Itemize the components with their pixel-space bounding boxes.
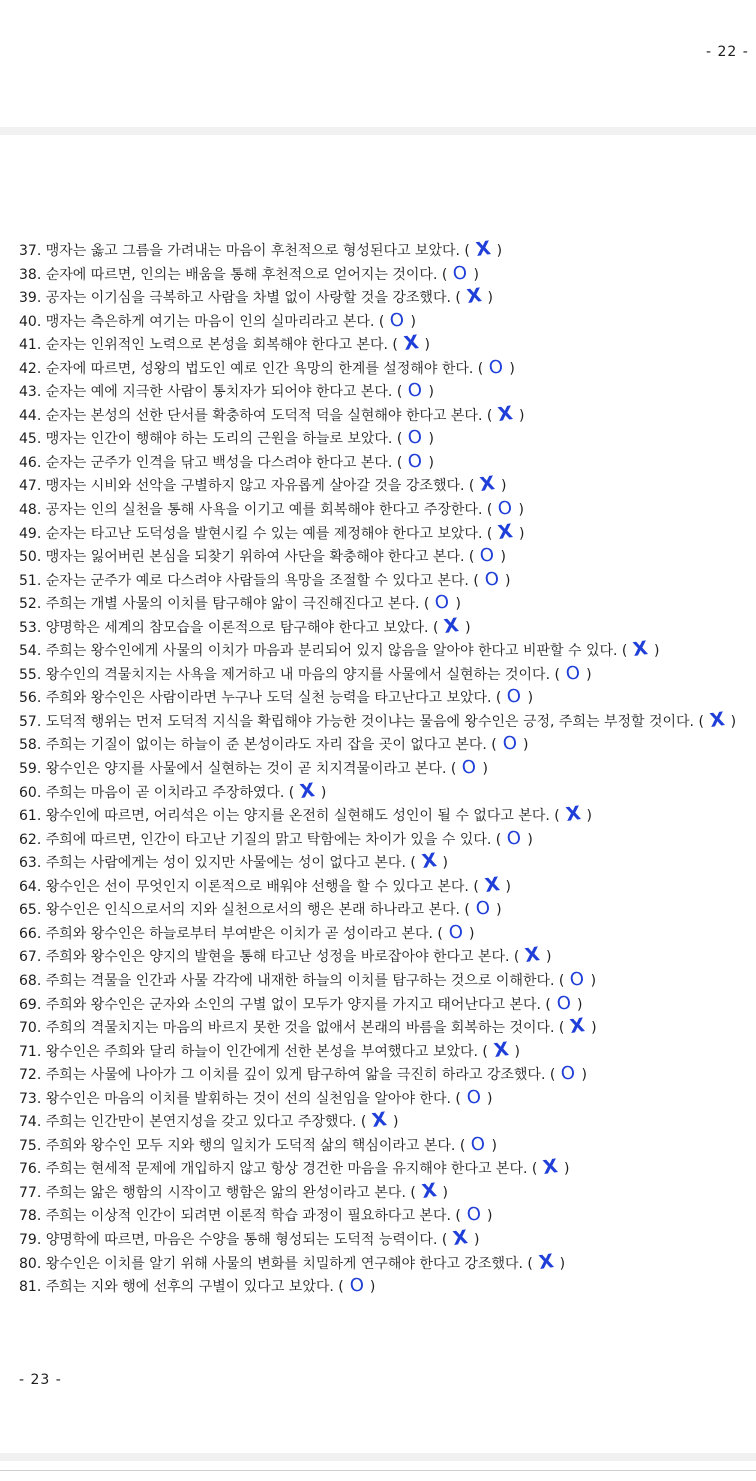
closing-paren: ) — [518, 502, 524, 519]
question-text: 51. 순자는 군주가 예로 다스려야 사람들의 욕망을 조절할 수 있다고 본다. ( — [19, 572, 479, 589]
question-item — [19, 734, 756, 758]
question-item — [19, 826, 756, 853]
question-text: 40. 맹자는 측은하게 여기는 마음이 인의 실마리라고 본다. ( — [19, 313, 385, 330]
question-text: 67. 주희와 왕수인은 양지의 발현을 통해 타고난 성정을 바로잡아야 한다고 본다. ( — [19, 949, 520, 966]
handwritten-o-mark: O — [406, 450, 424, 473]
question-text: 46. 순자는 군주가 인격을 닦고 백성을 다스려야 한다고 본다. ( — [19, 454, 403, 471]
handwritten-x-mark: X — [478, 472, 497, 497]
question-text: 50. 맹자는 잃어버린 본심을 되찾기 위하여 사단을 확충해야 한다고 본다. ( — [19, 549, 475, 566]
question-item — [19, 472, 756, 499]
handwritten-o-mark: O — [348, 1274, 366, 1297]
closing-paren: ) — [586, 666, 592, 683]
handwritten-o-mark: O — [451, 261, 469, 285]
handwritten-x-mark: X — [483, 872, 501, 897]
question-item — [19, 499, 756, 523]
closing-paren: ) — [410, 313, 416, 330]
question-text: 57. 도덕적 행위는 먼저 도덕적 지식을 확립해야 가능한 것이냐는 물음에 왕수인은 긍정, 주희는 부정할 것이다. ( — [19, 713, 704, 730]
closing-paren: ) — [491, 1137, 497, 1154]
question-text: 78. 주희는 이상적 인간이 되려면 이론적 학습 과정이 필요하다고 본다. ( — [19, 1208, 461, 1225]
question-item — [19, 661, 756, 688]
question-item — [19, 778, 756, 806]
handwritten-o-mark: O — [564, 661, 582, 685]
question-text: 74. 주희는 인간만이 본연지성을 갖고 있다고 주장했다. ( — [19, 1114, 367, 1131]
question-text: 70. 주희의 격물치지는 마음의 바르지 못한 것을 없애서 본래의 바름을 회복하는 것이다. ( — [19, 1020, 565, 1037]
handwritten-x-mark: X — [420, 849, 438, 874]
handwritten-x-mark: X — [370, 1108, 389, 1133]
question-text: 53. 양명학은 세계의 참모습을 이론적으로 탐구해야 한다고 보았다. ( — [19, 619, 439, 636]
closing-paren: ) — [320, 784, 327, 801]
question-text: 43. 순자는 예에 지극한 사람이 통치자가 되어야 한다고 본다. ( — [19, 384, 403, 401]
handwritten-o-mark: O — [487, 355, 505, 379]
question-item — [19, 519, 756, 547]
handwritten-o-mark: O — [568, 968, 586, 991]
handwritten-o-mark: O — [388, 308, 406, 332]
handwritten-x-mark: X — [465, 284, 483, 309]
closing-paren: ) — [473, 1231, 480, 1248]
closing-paren: ) — [527, 831, 533, 848]
closing-paren: ) — [501, 478, 507, 495]
handwritten-o-mark: O — [406, 379, 424, 403]
handwritten-x-mark: X — [568, 1014, 587, 1038]
handwritten-x-mark: X — [442, 613, 461, 638]
handwritten-o-mark: O — [465, 1085, 483, 1109]
question-text: 47. 맹자는 시비와 선악을 구별하지 않고 자유롭게 살아갈 것을 강조했다. ( — [19, 478, 475, 495]
question-item — [19, 1085, 756, 1112]
closing-paren: ) — [586, 808, 592, 825]
closing-paren: ) — [500, 549, 506, 566]
question-item — [19, 1108, 756, 1135]
closing-paren: ) — [559, 1255, 566, 1272]
question-text: 39. 공자는 이기심을 극복하고 사람을 차별 없이 사랑할 것을 강조했다. ( — [19, 290, 461, 307]
closing-paren: ) — [455, 596, 461, 613]
question-text: 54. 주희는 왕수인에게 사물의 이치가 마음과 분리되어 있지 않음을 알아야 한다고 비판할 수 있다. ( — [19, 643, 628, 660]
handwritten-x-mark: X — [496, 519, 515, 544]
question-text: 71. 왕수인은 주희와 달리 하늘이 인간에게 선한 본성을 부여했다고 보았다. ( — [19, 1043, 488, 1060]
question-text: 48. 공자는 인의 실천을 통해 사욕을 이기고 예를 회복해야 한다고 주장한다. ( — [19, 502, 493, 519]
question-item — [19, 308, 756, 335]
question-text: 72. 주희는 사물에 나아가 그 이치를 깊이 있게 탐구하여 앎을 극진히 하라고 강조했다. ( — [19, 1067, 556, 1084]
question-text: 38. 순자에 따르면, 인의는 배움을 통해 후천적으로 얻어지는 것이다. ( — [19, 266, 448, 283]
closing-paren: ) — [393, 1114, 399, 1131]
handwritten-o-mark: O — [406, 426, 424, 450]
question-item — [19, 943, 756, 970]
handwritten-x-mark: X — [541, 1155, 560, 1180]
question-text: 52. 주희는 개별 사물의 이치를 탐구해야 앎이 극진해진다고 본다. ( — [19, 596, 430, 613]
closing-paren: ) — [577, 996, 583, 1013]
question-text: 60. 주희는 마음이 곧 이치라고 주장하였다. ( — [19, 784, 295, 801]
question-text: 58. 주희는 기질이 없이는 하늘이 준 본성이라도 자리 잡을 곳이 없다고 본다. ( — [19, 737, 497, 754]
closing-paren: ) — [546, 949, 552, 966]
closing-paren: ) — [496, 902, 502, 919]
question-item — [19, 637, 756, 664]
closing-paren: ) — [487, 290, 493, 307]
handwritten-o-mark: O — [465, 1203, 483, 1227]
page-number-top: - 22 - — [706, 44, 749, 60]
closing-paren: ) — [442, 855, 448, 872]
question-item — [19, 1249, 756, 1277]
closing-paren: ) — [428, 431, 434, 448]
handwritten-o-mark: O — [501, 732, 519, 756]
question-text: 37. 맹자는 옳고 그름을 가려내는 마음이 후천적으로 형성된다고 보았다. ( — [19, 243, 470, 259]
page-edge-line — [0, 1470, 756, 1471]
question-text: 65. 왕수인은 인식으로서의 지와 실천으로서의 행은 본래 하나라고 본다. ( — [19, 902, 470, 919]
handwritten-o-mark: O — [496, 497, 514, 520]
closing-paren: ) — [527, 690, 534, 707]
closing-paren: ) — [505, 878, 511, 895]
question-item — [19, 920, 756, 947]
closing-paren: ) — [487, 1208, 493, 1225]
question-item — [19, 331, 756, 358]
question-item — [19, 758, 756, 782]
question-text: 44. 순자는 본성의 선한 단서를 확충하여 도덕적 덕을 실현해야 한다고 본다. ( — [19, 407, 493, 424]
closing-paren: ) — [509, 360, 515, 377]
closing-paren: ) — [564, 1161, 570, 1178]
question-item — [19, 1155, 756, 1182]
question-text: 64. 왕수인은 선이 무엇인지 이론적으로 배워야 선행을 할 수 있다고 본다. ( — [19, 878, 479, 895]
question-text: 56. 주희와 왕수인은 사람이라면 누구나 도덕 실천 능력을 타고난다고 보았다. ( — [19, 690, 502, 707]
question-item — [19, 899, 756, 923]
handwritten-o-mark: O — [559, 1062, 577, 1086]
question-item — [19, 1205, 756, 1229]
closing-paren: ) — [424, 337, 430, 354]
closing-paren: ) — [442, 1184, 448, 1201]
closing-paren: ) — [522, 737, 529, 754]
question-item — [19, 1276, 756, 1300]
question-item — [19, 1037, 756, 1065]
page-gap-divider-bottom — [0, 1453, 756, 1461]
question-text: 61. 왕수인에 따르면, 어리석은 이는 양지를 온전히 실현해도 성인이 될 수 없다고 본다. ( — [19, 808, 560, 825]
question-text: 79. 양명학에 따르면, 마음은 수양을 통해 형성되는 도덕적 능력이다. ( — [19, 1231, 448, 1248]
handwritten-x-mark: X — [537, 1249, 556, 1274]
closing-paren: ) — [518, 525, 525, 542]
handwritten-x-mark: X — [298, 778, 317, 803]
question-item — [19, 849, 756, 876]
question-item — [19, 401, 756, 429]
question-text: 77. 주희는 앎은 행함의 시작이고 행함은 앎의 완성이라고 본다. ( — [19, 1184, 416, 1201]
closing-paren: ) — [654, 643, 660, 660]
handwritten-x-mark: X — [420, 1178, 438, 1203]
question-text: 41. 순자는 인위적인 노력으로 본성을 회복해야 한다고 본다. ( — [19, 337, 398, 354]
question-item — [19, 802, 756, 829]
question-item — [19, 546, 756, 570]
question-text: 63. 주희는 사람에게는 성이 있지만 사물에는 성이 없다고 본다. ( — [19, 855, 416, 872]
handwritten-x-mark: X — [631, 637, 650, 662]
handwritten-x-mark: X — [402, 331, 420, 356]
handwritten-o-mark: O — [433, 591, 451, 615]
question-item — [19, 261, 756, 288]
question-text: 55. 왕수인의 격물치지는 사욕을 제거하고 내 마음의 양지를 사물에서 실현하는 것이다. ( — [19, 666, 560, 683]
closing-paren: ) — [730, 713, 737, 730]
closing-paren: ) — [428, 454, 434, 471]
question-item — [19, 1226, 756, 1253]
handwritten-o-mark: O — [483, 567, 501, 591]
closing-paren: ) — [428, 384, 434, 401]
question-text: 80. 왕수인은 이치를 알기 위해 사물의 변화를 치밀하게 연구해야 한다고 강조했다. ( — [19, 1255, 533, 1272]
question-item — [19, 991, 756, 1018]
question-item — [19, 237, 756, 264]
question-item — [19, 381, 756, 405]
handwritten-o-mark: O — [505, 826, 523, 850]
handwritten-x-mark: X — [492, 1037, 510, 1062]
question-item — [19, 1132, 756, 1159]
question-item — [19, 687, 756, 711]
closing-paren: ) — [487, 1090, 493, 1107]
handwritten-o-mark: O — [555, 991, 573, 1015]
closing-paren: ) — [482, 761, 489, 778]
page-gap-divider — [0, 127, 756, 135]
handwritten-x-mark: X — [451, 1226, 470, 1250]
closing-paren: ) — [504, 572, 511, 589]
question-list — [19, 237, 756, 1300]
handwritten-o-mark: O — [505, 685, 523, 709]
question-text: 81. 주희는 지와 행에 선후의 구별이 있다고 보았다. ( — [19, 1279, 344, 1296]
closing-paren: ) — [496, 243, 503, 259]
question-item — [19, 452, 756, 476]
page-number-bottom: - 23 - — [19, 1372, 62, 1388]
closing-paren: ) — [514, 1043, 520, 1060]
question-text: 68. 주희는 격물을 인간과 사물 각각에 내재한 하늘의 이치를 탐구하는 것으로 이해한다. ( — [19, 972, 565, 989]
question-text: 69. 주희와 왕수인은 군자와 소인의 구별 없이 모두가 양지를 가지고 태어난다고 본다. ( — [19, 996, 551, 1013]
question-item — [19, 970, 756, 994]
question-text: 45. 맹자는 인간이 행해야 하는 도리의 근원을 하늘로 보았다. ( — [19, 431, 403, 448]
handwritten-x-mark: X — [564, 802, 582, 827]
question-text: 42. 순자에 따르면, 성왕의 법도인 예로 인간 욕망의 한계를 설정해야 한다. ( — [19, 360, 484, 377]
question-item — [19, 1178, 756, 1206]
handwritten-o-mark: O — [460, 756, 478, 779]
closing-paren: ) — [590, 972, 597, 989]
handwritten-x-mark: X — [496, 401, 515, 426]
closing-paren: ) — [581, 1067, 587, 1084]
question-item — [19, 1064, 756, 1088]
question-text: 75. 주희와 왕수인 모두 지와 행의 일치가 도덕적 삶의 핵심이라고 본다. ( — [19, 1137, 466, 1154]
handwritten-o-mark: O — [478, 544, 496, 567]
closing-paren: ) — [369, 1279, 376, 1296]
handwritten-x-mark: X — [474, 237, 493, 261]
question-item — [19, 1014, 756, 1041]
question-text: 76. 주희는 현세적 문제에 개입하지 않고 항상 경건한 마음을 유지해야 한다고 본다. ( — [19, 1161, 538, 1178]
question-item — [19, 428, 756, 452]
handwritten-o-mark: O — [469, 1132, 487, 1156]
question-item — [19, 284, 756, 311]
question-text: 73. 왕수인은 마음의 이치를 발휘하는 것이 선의 실천임을 알아야 한다. ( — [19, 1090, 461, 1107]
question-item — [19, 567, 756, 594]
closing-paren: ) — [591, 1020, 597, 1037]
question-text: 49. 순자는 타고난 도덕성을 발현시킬 수 있는 예를 제정해야 한다고 보았다. ( — [19, 525, 493, 542]
closing-paren: ) — [518, 407, 525, 424]
handwritten-o-mark: O — [447, 920, 465, 944]
question-item — [19, 708, 756, 735]
question-text: 62. 주희에 따르면, 인간이 타고난 기질의 맑고 탁함에는 차이가 있을 수 있다. ( — [19, 831, 502, 848]
closing-paren: ) — [473, 266, 479, 283]
question-item — [19, 593, 756, 617]
handwritten-x-mark: X — [523, 943, 542, 968]
handwritten-o-mark: O — [474, 897, 492, 921]
handwritten-x-mark: X — [708, 708, 727, 732]
question-item — [19, 355, 756, 382]
question-text: 66. 주희와 왕수인은 하늘로부터 부여받은 이치가 곧 성이라고 본다. ( — [19, 925, 443, 942]
closing-paren: ) — [465, 619, 471, 636]
question-item — [19, 872, 756, 900]
question-text: 59. 왕수인은 양지를 사물에서 실현하는 것이 곧 치지격물이라고 본다. ( — [19, 761, 457, 778]
closing-paren: ) — [469, 925, 475, 942]
